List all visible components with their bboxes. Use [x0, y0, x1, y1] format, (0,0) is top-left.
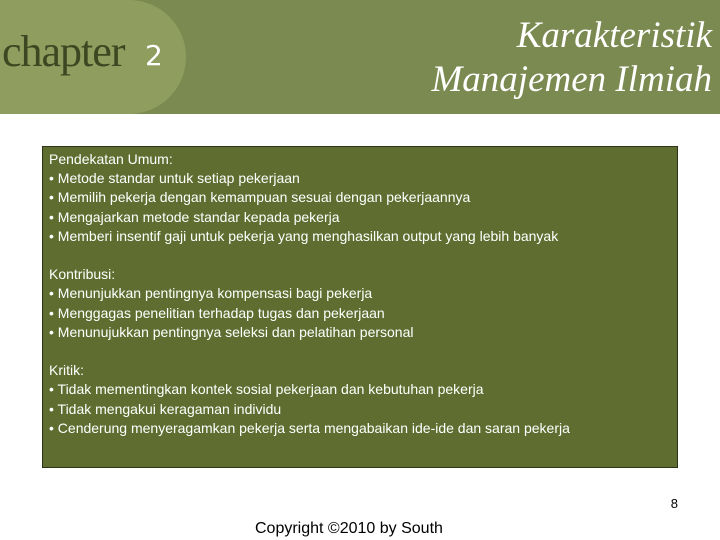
section-pendekatan-umum — [49, 150, 671, 246]
section-kontribusi — [49, 265, 671, 342]
slide-title-line-1: Karakteristik — [516, 15, 712, 56]
chapter-number: 2 — [145, 39, 163, 72]
slide-title — [292, 14, 712, 102]
section-heading: Pendekatan Umum: — [49, 151, 173, 167]
bullet-item: • Memilih pekerja dengan kemampuan sesuai dengan pekerjaannya — [49, 189, 471, 206]
bullet-item: • Tidak mengakui keragaman individu — [49, 400, 282, 417]
bullet-item: • Menunjukkan pentingnya kompensasi bagi pekerja — [49, 285, 373, 302]
bullet-item: • Menunujukkan pentingnya seleksi dan pelatihan personal — [49, 323, 414, 340]
slide-title-line-2: Manajemen Ilmiah — [431, 59, 712, 100]
bullet-item: • Menggagas penelitian terhadap tugas dan pekerjaan — [49, 304, 385, 321]
bullet-item: • Metode standar untuk setiap pekerjaan — [49, 170, 300, 187]
page-number: 8 — [670, 496, 678, 511]
chapter-tab — [0, 0, 186, 114]
bullet-item: • Cenderung menyeragamkan pekerja serta mengabaikan ide-ide dan saran pekerja — [49, 419, 570, 436]
section-heading: Kontribusi: — [49, 266, 116, 283]
bullet-item: • Mengajarkan metode standar kepada pekerja — [49, 208, 340, 225]
content-box — [42, 146, 678, 468]
bullet-item: • Tidak mementingkan kontek sosial pekerjaan dan kebutuhan pekerja — [49, 381, 484, 398]
chapter-label: chapter — [2, 27, 125, 76]
section-kritik — [49, 361, 671, 438]
section-heading: Kritik: — [49, 362, 84, 379]
bullet-item: • Memberi insentif gaji untuk pekerja yang menghasilkan output yang lebih banyak — [49, 227, 559, 244]
copyright-text: Copyright ©2010 by South — [255, 520, 443, 537]
